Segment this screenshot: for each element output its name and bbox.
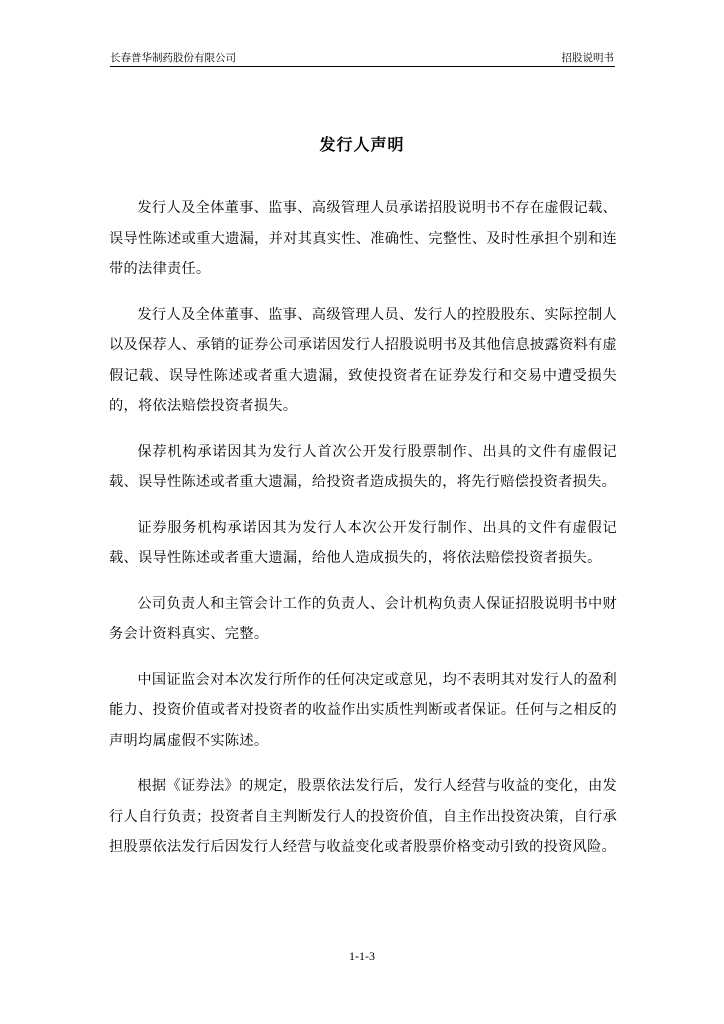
paragraph-5: 公司负责人和主管会计工作的负责人、会计机构负责人保证招股说明书中财务会计资料真实、完整。 [109,595,617,642]
header-company-name: 长春普华制药股份有限公司 [110,52,236,64]
paragraph-2: 发行人及全体董事、监事、高级管理人员、发行人的控股股东、实际控制人以及保荐人、承销的证券公司承诺因发行人招股说明书及其他信息披露资料有虚假记载、误导性陈述或者重大遗漏，致使投资者在证券发行和交易中遭受损失的，将依法赔偿投资者损失。 [109,306,617,414]
paragraph-3: 保荐机构承诺因其为发行人首次公开发行股票制作、出具的文件有虚假记载、误导性陈述或者重大遗漏，给投资者造成损失的，将先行赔偿投资者损失。 [109,443,617,490]
header-document-type: 招股说明书 [561,52,614,64]
paragraph-1: 发行人及全体董事、监事、高级管理人员承诺招股说明书不存在虚假记载、误导性陈述或重大遗漏，并对其真实性、准确性、完整性、及时性承担个别和连带的法律责任。 [109,200,617,277]
paragraph-6: 中国证监会对本次发行所作的任何决定或意见，均不表明其对发行人的盈利能力、投资价值或者对投资者的收益作出实质性判断或者保证。任何与之相反的声明均属虚假不实陈述。 [109,671,617,749]
paragraph-4: 证券服务机构承诺因其为发行人本次公开发行制作、出具的文件有虚假记载、误导性陈述或者重大遗漏，给他人造成损失的，将依法赔偿投资者损失。 [109,519,617,566]
page-number: 1-1-3 [349,949,375,963]
declaration-body [109,193,617,878]
page-header [110,52,615,67]
page-title: 发行人声明 [319,135,405,154]
paragraph-7: 根据《证券法》的规定，股票依法发行后，发行人经营与收益的变化，由发行人自行负责；投资者自主判断发行人的投资价值，自主作出投资决策，自行承担股票依法发行后因发行人经营与收益变化或者股票价格变动引致的投资风险。 [109,778,617,855]
